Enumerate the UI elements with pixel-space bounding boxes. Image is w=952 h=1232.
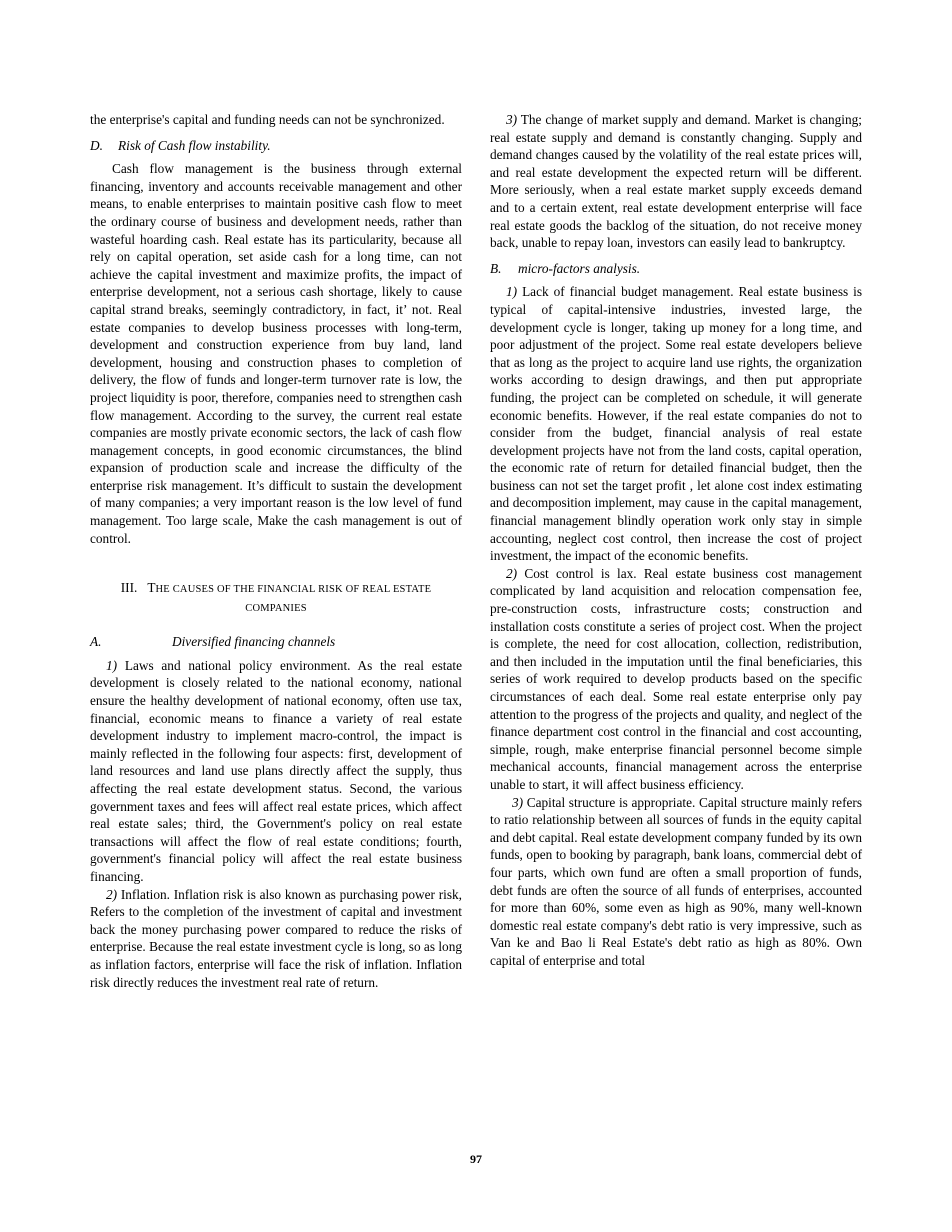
paragraph-a1-number: 1) [106, 657, 118, 673]
section-title-line1: HE CAUSES OF THE FINANCIAL RISK OF REAL ESTATE [155, 584, 432, 596]
heading-d [90, 137, 462, 155]
right-column [490, 111, 862, 970]
paragraph-intro: the enterprise's capital and funding needs can not be synchronized. [90, 112, 445, 127]
paragraph-a2-text: Inflation. Inflation risk is also known as purchasing power risk, Refers to the completion of the investment of capital and investment back the money purchasing power compared to reduce the risks of enterprise. Because the real estate investment cycle is long, so as long as inflation factors, enterprise will face the risk of inflation. Inflation risk directly reduces the investment real rate of return. [90, 886, 463, 990]
heading-b-label: B. [490, 260, 502, 276]
paragraph-b1-number: 1) [506, 284, 518, 300]
paragraph-a2-number: 2) [106, 886, 118, 902]
paragraph-b2 [490, 565, 862, 794]
paragraph-a2 [90, 886, 462, 992]
paragraph-b3-number: 3) [512, 794, 524, 810]
paragraph-b1-text: Lack of financial budget management. Real estate business is typical of capital-intensive industries, invested large, the development cycle is longer, taking up money for a long time, and poor adjustment of the project. Some real estate developers believe that as long as the project to acquire land use rights, the organization works according to design drawings, and then put appropriate funding, the project can be completed on schedule, it will generate economic benefits. However, if the real estate companies do not to consider from the budget, financial analysis of real estate development projects have not from the land costs, capital operation, the economic rate of return for detailed financial budget, then the business can not set the target profit , let alone cost index estimating and decomposition implement, may cause in the capital management, financial management blindly operation work only stay in simple accounting, neglect cost control, then increase the cost of project investment, the impact of the economic benefits. [490, 284, 863, 564]
paragraph-b3 [490, 794, 862, 970]
section-number: III. [120, 580, 138, 596]
left-column [90, 111, 462, 991]
section-title-line2: COMPANIES [245, 603, 307, 615]
paragraph-b2-text: Cost control is lax. Real estate business cost management complicated by land acquisition and relocation compensation fee, pre-construction costs, infrastructure costs; construction and installation costs constitute a series of project cost. When the project is complete, the need for cost allocation, collection, redistribution, and then included in the imputation until the final beneficiaries, this series of work required to develop products based on the specific circumstances of each deal. Some real estate enterprise only pay attention to the progress of the projects and quality, and neglect of the finance department cost control in the financial and cost accounting, simple, rough, make enterprise financial personnel become simple mechanical accounts, financial management across the enterprise unable to start, it will affect business efficiency. [490, 565, 862, 792]
paragraph-a1-text: Laws and national policy environment. As the real estate development is closely related to the national economy, national ensure the healthy development of national economy, often use tax, financial, economic means to finance a variety of real estate development industry to implement macro-control, the impact is mainly reflected in the following four aspects: first, development of land resources and land use plans directly affect the supply, thus affecting the real estate development status. Second, the various government taxes and fees will affect real estate prices, which affect real estate sales; third, the Government's policy on real estate transactions will affect the flow of real estate conditions; fourth, government's financial policy will affect the real estate business financing. [90, 657, 462, 884]
heading-d-title: Risk of Cash flow instability. [118, 137, 271, 153]
paragraph-a3-text: The change of market supply and demand. Market is changing; real estate supply and demand is constantly changing. Supply and demand changes caused by the volatility of the real estate prices will, and real estate development the expected return will be different. More seriously, when a real estate market supply exceeds demand and to a certain extent, real estate development enterprise will face real estate goods the backlog of the situation, do not receive money back, unable to repay loan, investors can easily lead to bankruptcy. [490, 112, 862, 251]
paragraph-cash-flow: Cash flow management is the business through external financing, inventory and accounts receivable management and other means, to enable enterprises to maintain positive cash flow to meet the ordinary course of business and development needs, rather than wasteful hoarding cash. Real estate has its particularity, because all rely on capital operation, set aside cash for a long time, can not achieve the capital investment and maximize profits, the impact of enterprise development, not a serious cash shortage, likely to cause capital strand breaks, seemingly contradictory, in fact, it’ not. Real estate companies to develop business processes with long-term, development and construction experience from buy land, land development, housing and construction phases to completion of delivery, the flow of funds and longer-term turnover rate is low, the project liquidity is poor, therefore, companies need to strengthen cash flow management. According to the survey, the current real estate companies are mostly private economic sectors, the lack of cash flow management concepts, in good economic circumstances, the blind expansion of production scale and increase the difficulty of the enterprise risk management. It’s difficult to sustain the development of many companies; a very important reason is the low level of fund management. Too large scale, Make the cash management is out of control. [90, 161, 462, 546]
heading-a [90, 633, 462, 651]
paragraph-a3-number: 3) [506, 112, 518, 127]
section-heading-iii [90, 579, 462, 617]
paragraph-b3-text: Capital structure is appropriate. Capital structure mainly refers to ratio relationship between all sources of funds in the equity capital and debt capital. Real estate development company funded by its own funds, open to booking by paragraph, bank loans, commercial debt of four parts, which own fund are often a small proportion of funds, debt funds are often the source of all funds of enterprises, accounted for more than 60%, some even as high as 90%, many well-known domestic real estate company's debt ratio is very impressive, such as Van ke and Bao li Real Estate's debt ratio as high as 80%. Own capital of enterprise and total [490, 794, 863, 968]
heading-a-title: Diversified financing channels [172, 634, 336, 650]
paragraph-b1 [490, 283, 862, 565]
heading-a-label: A. [90, 634, 102, 650]
paragraph-a1 [90, 657, 462, 886]
heading-d-label: D. [90, 137, 103, 153]
heading-b [490, 260, 862, 278]
paragraph-a3 [490, 111, 862, 252]
page-number: 97 [470, 1152, 482, 1166]
section-title-initial: T [147, 580, 156, 596]
heading-b-title: micro-factors analysis. [518, 260, 641, 276]
paragraph-b2-number: 2) [506, 565, 518, 581]
